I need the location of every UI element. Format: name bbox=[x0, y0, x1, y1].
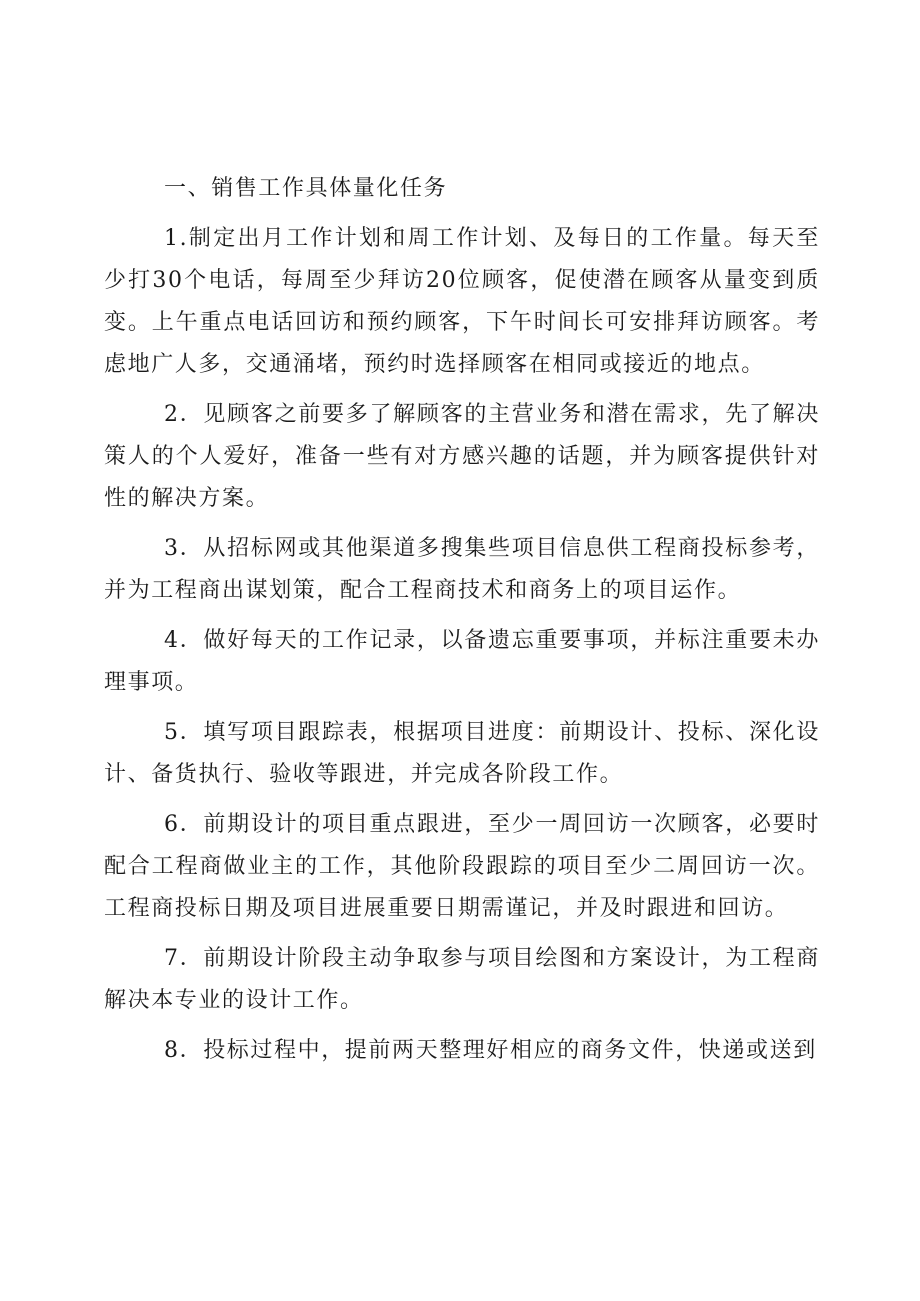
task-item-7: 7．前期设计阶段主动争取参与项目绘图和方案设计，为工程商解决本专业的设计工作。 bbox=[104, 946, 820, 1013]
task-item-8: 8．投标过程中，提前两天整理好相应的商务文件，快递或送到 bbox=[164, 1038, 817, 1063]
task-item-4: 4．做好每天的工作记录，以备遗忘重要事项，并标注重要未办理事项。 bbox=[104, 628, 820, 695]
task-item-5: 5．填写项目跟踪表，根据项目进度：前期设计、投标、深化设计、备货执行、验收等跟进，并完成各阶段工作。 bbox=[104, 720, 820, 787]
document-body bbox=[104, 168, 820, 1072]
section-heading: 一、销售工作具体量化任务 bbox=[164, 176, 448, 201]
task-item-3: 3．从招标网或其他渠道多搜集些项目信息供工程商投标参考，并为工程商出谋划策，配合工程商技术和商务上的项目运作。 bbox=[104, 536, 820, 603]
task-item-1: 1.制定出月工作计划和周工作计划、及每日的工作量。每天至少打30个电话，每周至少拜访20位顾客，促使潜在顾客从量变到质变。上午重点电话回访和预约顾客，下午时间长可安排拜访顾客。考虑地广人多，交通涌堵，预约时选择顾客在相同或接近的地点。 bbox=[104, 226, 820, 377]
task-item-2: 2．见顾客之前要多了解顾客的主营业务和潜在需求，先了解决策人的个人爱好，准备一些有对方感兴趣的话题，并为顾客提供针对性的解决方案。 bbox=[104, 402, 820, 511]
task-item-6: 6．前期设计的项目重点跟进，至少一周回访一次顾客，必要时配合工程商做业主的工作，其他阶段跟踪的项目至少二周回访一次。工程商投标日期及项目进展重要日期需谨记，并及时跟进和回访。 bbox=[104, 812, 820, 921]
